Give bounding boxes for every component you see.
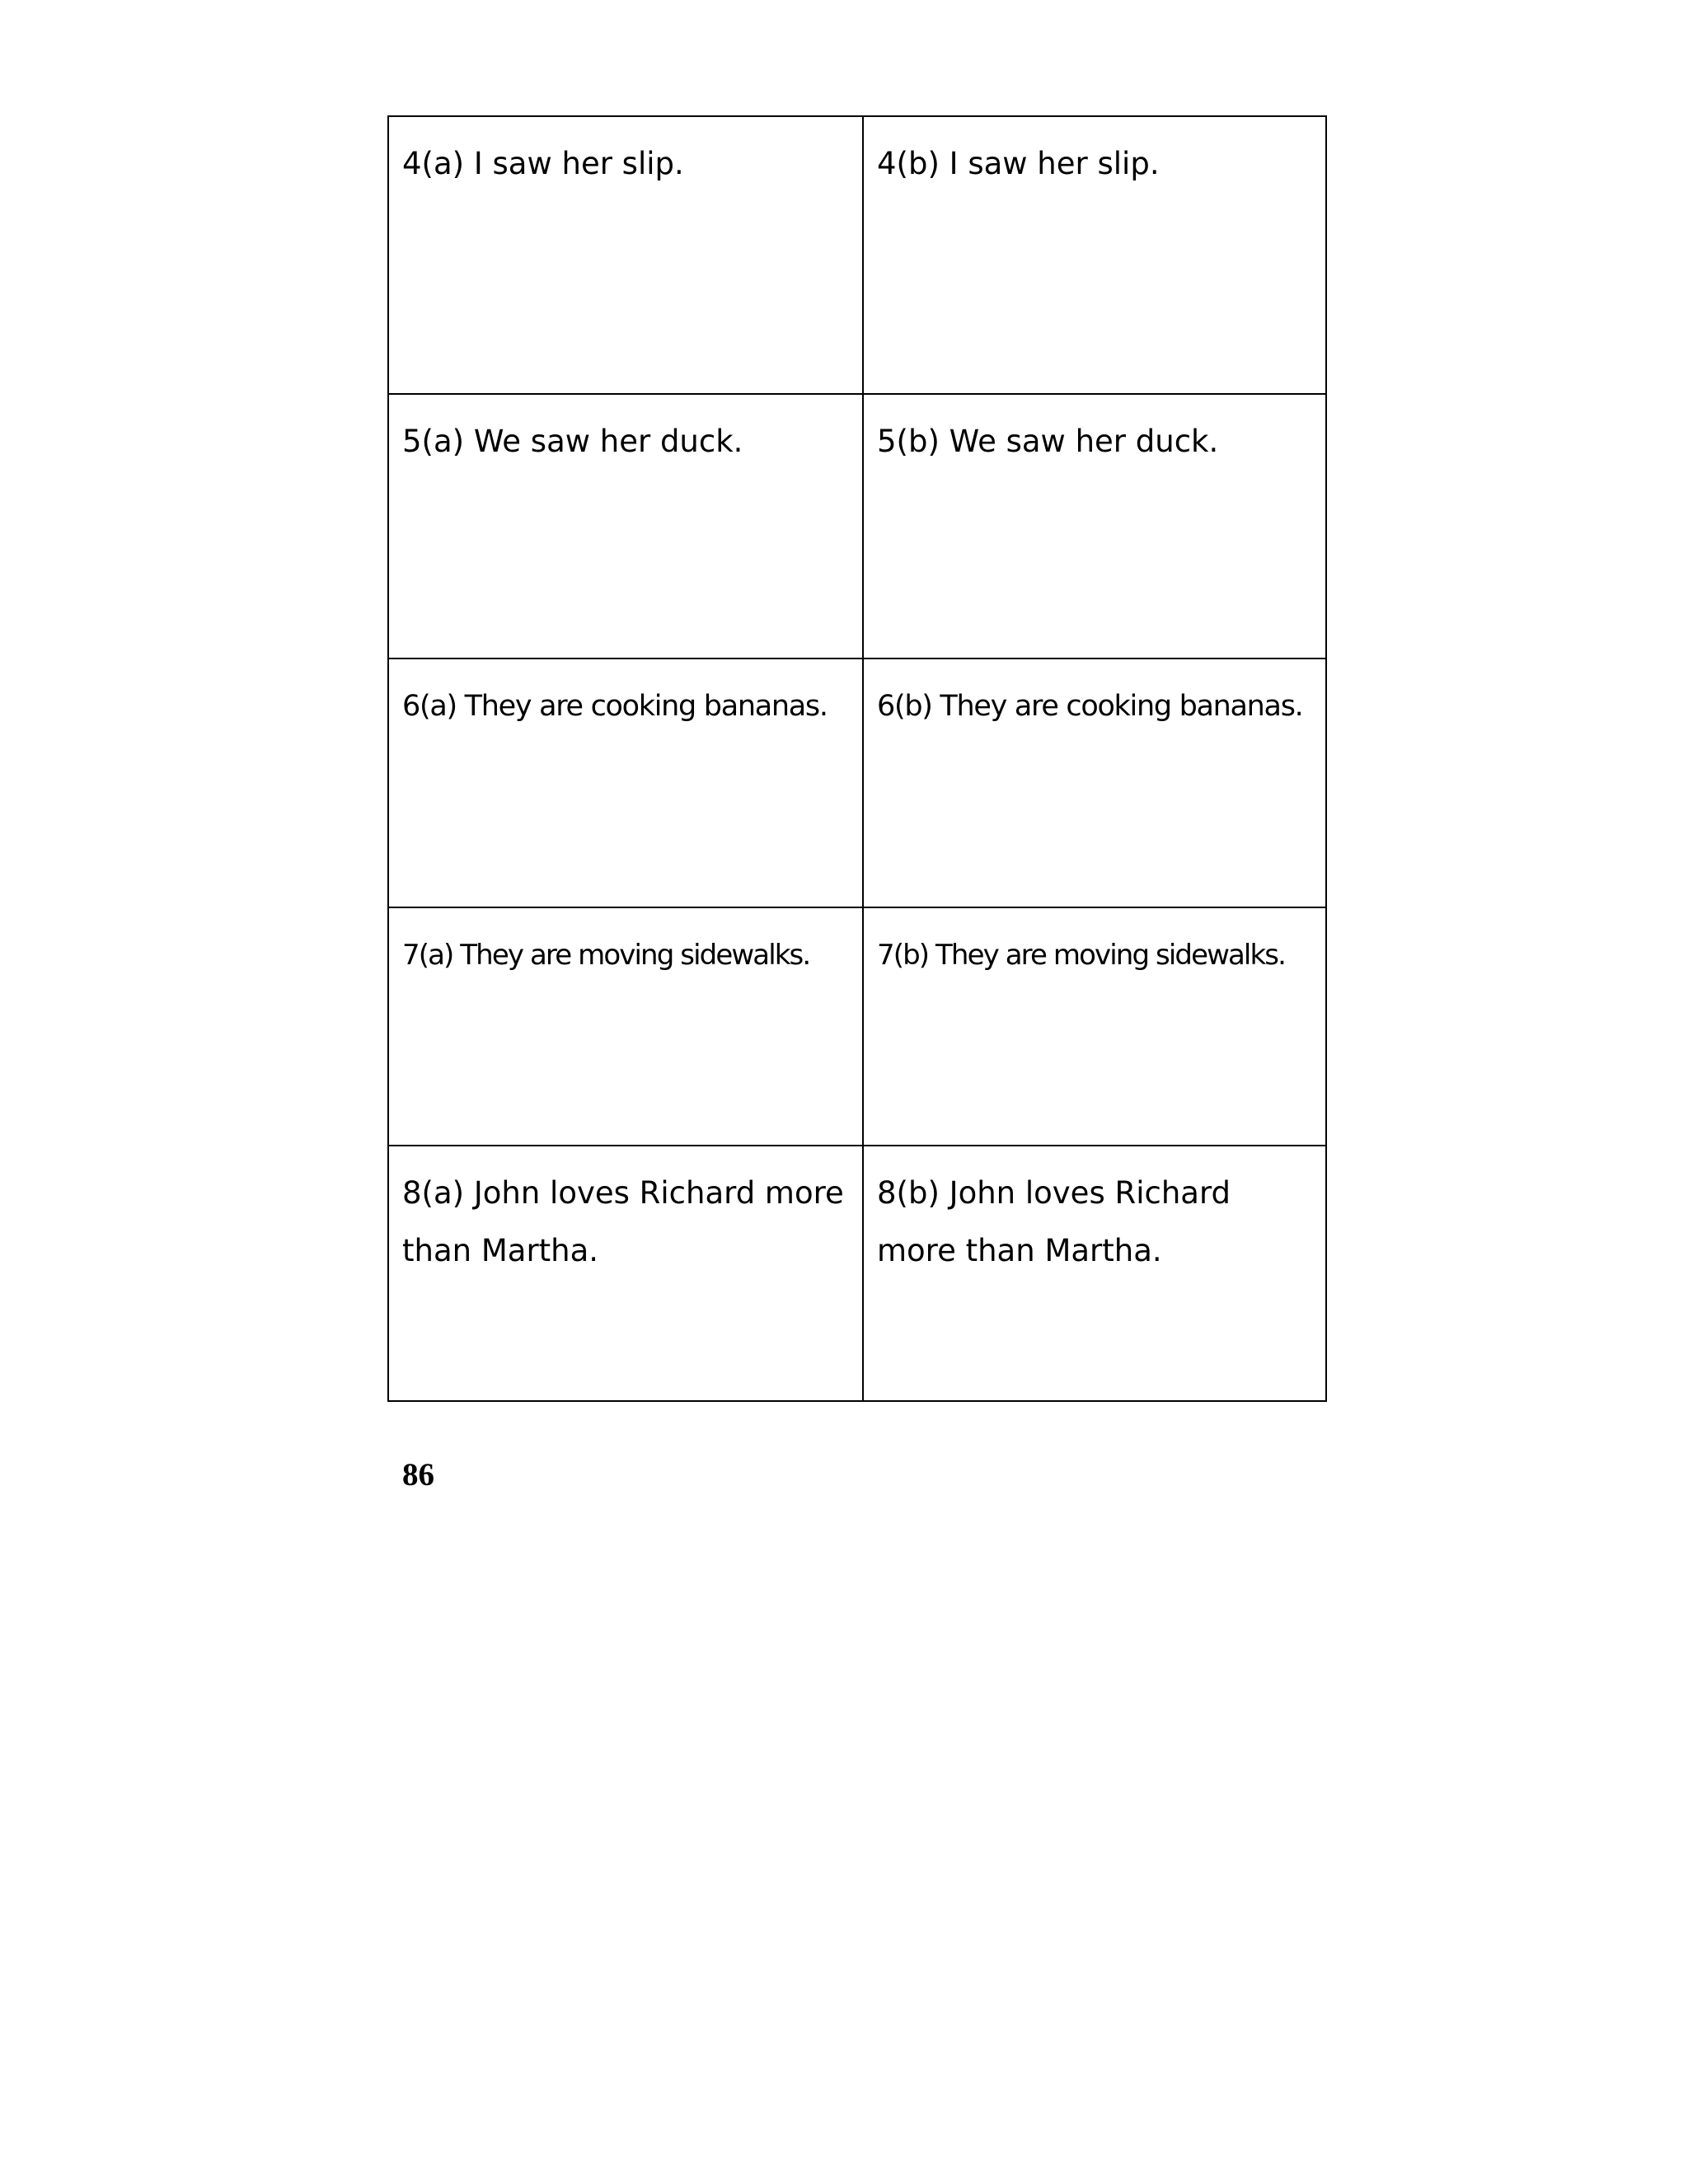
table-row xyxy=(388,907,1326,1146)
cell-7a: 7(a) They are moving sidewalks. xyxy=(388,907,863,1146)
cell-5a: 5(a) We saw her duck. xyxy=(388,394,863,658)
cell-4b: 4(b) I saw her slip. xyxy=(863,116,1326,394)
cell-5b: 5(b) We saw her duck. xyxy=(863,394,1326,658)
table-row xyxy=(388,116,1326,394)
cell-8b: 8(b) John loves Richard more than Martha. xyxy=(863,1146,1326,1401)
table-row xyxy=(388,394,1326,658)
table-row xyxy=(388,658,1326,907)
cell-6b: 6(b) They are cooking bananas. xyxy=(863,658,1326,907)
cell-7b: 7(b) They are moving sidewalks. xyxy=(863,907,1326,1146)
sentence-table xyxy=(387,115,1327,1402)
cell-8a: 8(a) John loves Richard more than Martha. xyxy=(388,1146,863,1401)
cell-4a: 4(a) I saw her slip. xyxy=(388,116,863,394)
table-row xyxy=(388,1146,1326,1401)
cell-6a: 6(a) They are cooking bananas. xyxy=(388,658,863,907)
page-number: 86 xyxy=(402,1457,434,1493)
